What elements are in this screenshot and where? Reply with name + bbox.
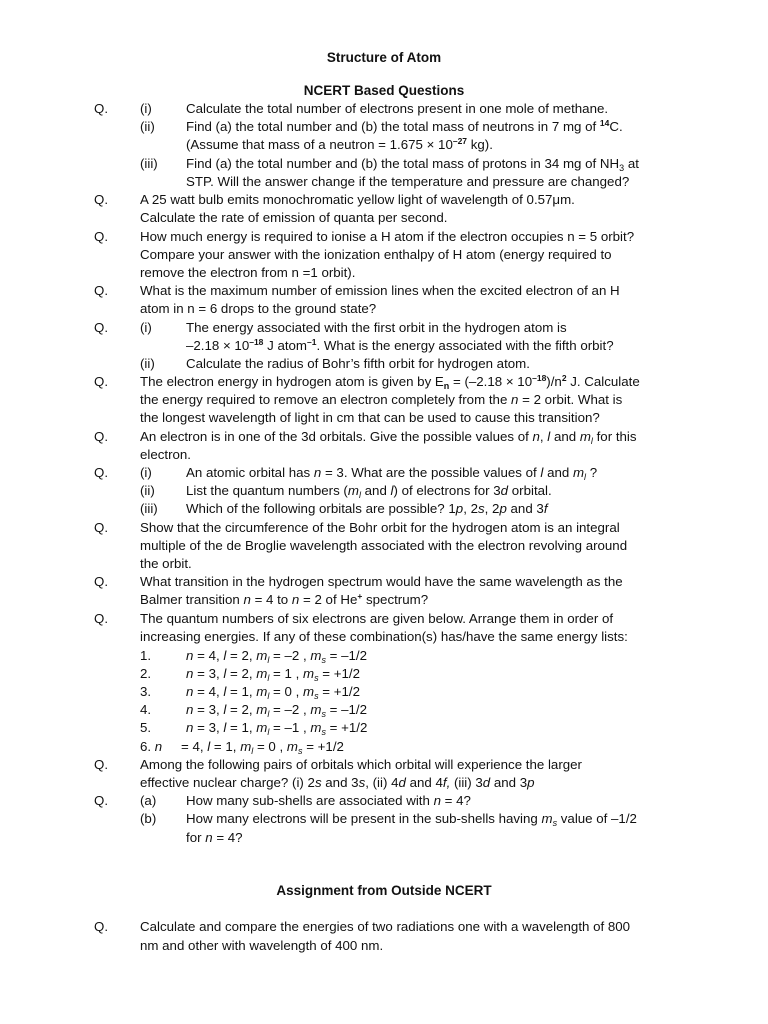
- question-1-part-iii: [0, 155, 768, 173]
- sub-label: (i): [140, 465, 152, 480]
- page-title: Structure of Atom: [326, 50, 442, 65]
- question-text: increasing energies. If any of these combination(s) has/have the same energy lists:: [140, 629, 628, 644]
- question-13-part-b-line2: [0, 829, 768, 847]
- quantum-numbers: n = 4, l = 1, $m_l = 0$ , $m_s = +1/2$: [186, 684, 360, 701]
- question-marker: Q.: [94, 757, 109, 772]
- question-text: remove the electron from n =1 orbit).: [140, 265, 356, 280]
- question-text: Compare your answer with the ionization enthalpy of H atom (energy required to: [140, 247, 612, 262]
- quantum-number-item: [0, 683, 768, 701]
- question-text: Calculate the radius of Bohr’s fifth orbit for hydrogen atom.: [186, 356, 530, 371]
- question-12-line2: [0, 774, 768, 792]
- quantum-numbers: n = 4, l = 2, $m_l = -2$ , $m_s = -1/2$: [186, 648, 368, 665]
- question-text: Show that the circumference of the Bohr orbit for the hydrogen atom is an integral: [140, 520, 620, 535]
- question-marker: Q.: [94, 465, 109, 480]
- question-text: Find (a) the total number and (b) the total mass of protons in 34 mg of $NH_3$ at: [186, 156, 639, 173]
- question-14-line2: [0, 937, 768, 955]
- question-marker: Q.: [94, 101, 109, 116]
- quantum-number-item: [0, 647, 768, 665]
- question-9: [0, 519, 768, 537]
- question-text: (Assume that mass of a neutron = $1.675 \times 10^{-27}$ kg).: [186, 136, 493, 152]
- question-8: [0, 464, 768, 482]
- item-number: 6. n: [140, 739, 163, 754]
- question-text: the orbit.: [140, 556, 192, 571]
- question-text: STP. Will the answer change if the temperature and pressure are changed?: [186, 174, 630, 189]
- question-1-part-iii-line2: [0, 173, 768, 191]
- quantum-number-item: [0, 701, 768, 719]
- question-10-line2: [0, 591, 768, 609]
- question-marker: Q.: [94, 793, 109, 808]
- question-text: Balmer transition n = 4 to n = 2 of He+ spectrum?: [140, 591, 429, 607]
- question-13-part-b: [0, 810, 768, 828]
- question-1-part-ii: [0, 118, 768, 136]
- question-text: How many sub-shells are associated with n = 4?: [186, 793, 471, 808]
- question-14: [0, 918, 768, 936]
- question-3-line3: [0, 264, 768, 282]
- question-marker: Q.: [94, 429, 109, 444]
- question-marker: Q.: [94, 192, 109, 207]
- question-5: [0, 319, 768, 337]
- question-11-line2: [0, 628, 768, 646]
- question-6-line3: [0, 409, 768, 427]
- question-7-line2: [0, 446, 768, 464]
- quantum-number-item: [0, 738, 768, 756]
- question-marker: Q.: [94, 520, 109, 535]
- question-marker: Q.: [94, 283, 109, 298]
- item-number: 3.: [140, 684, 152, 699]
- item-number: 2.: [140, 666, 152, 681]
- question-text: electron.: [140, 447, 191, 462]
- question-text: An electron is in one of the 3d orbitals. Give the possible values of n, l and $m_l$ for this: [140, 429, 637, 446]
- question-5-part-ii: [0, 355, 768, 373]
- question-6-line2: [0, 391, 768, 409]
- section-title-ncert: NCERT Based Questions: [303, 83, 465, 98]
- question-marker: Q.: [94, 229, 109, 244]
- item-number: 4.: [140, 702, 152, 717]
- question-marker: Q.: [94, 374, 109, 389]
- question-text: Calculate and compare the energies of two radiations one with a wavelength of 800: [140, 919, 631, 934]
- question-text: the longest wavelength of light in cm that can be used to cause this transition?: [140, 410, 600, 425]
- quantum-number-item: [0, 719, 768, 737]
- sub-label: (ii): [140, 119, 155, 134]
- quantum-numbers: = 4, l = 1, $m_l = 0$ , $m_s = +1/2$: [181, 739, 344, 756]
- question-text: multiple of the de Broglie wavelength associated with the electron revolving around: [140, 538, 628, 553]
- question-6: [0, 373, 768, 391]
- question-text: What transition in the hydrogen spectrum would have the same wavelength as the: [140, 574, 623, 589]
- question-13: [0, 792, 768, 810]
- question-10: [0, 573, 768, 591]
- question-8-part-iii: [0, 500, 768, 518]
- sub-label: (iii): [140, 156, 158, 171]
- section-title-outside-ncert: Assignment from Outside NCERT: [276, 883, 492, 898]
- question-4-line2: [0, 300, 768, 318]
- sub-label: (a): [140, 793, 157, 808]
- question-text: List the quantum numbers ($m_l$ and l) of electrons for 3d orbital.: [186, 483, 552, 500]
- sub-label: (b): [140, 811, 157, 826]
- question-text: Find (a) the total number and (b) the total mass of neutrons in 7 mg of $^{14}$C.: [186, 118, 623, 134]
- question-text: The quantum numbers of six electrons are given below. Arrange them in order of: [140, 611, 614, 626]
- quantum-number-item: [0, 665, 768, 683]
- question-3: [0, 228, 768, 246]
- question-marker: Q.: [94, 574, 109, 589]
- item-number: 5.: [140, 720, 152, 735]
- question-text: for n = 4?: [186, 830, 243, 845]
- quantum-numbers: n = 3, l = 1, $m_l = -1$ , $m_s = +1/2$: [186, 720, 368, 737]
- question-12: [0, 756, 768, 774]
- question-text: How many electrons will be present in the sub-shells having $m_s$ value of –1/2: [186, 811, 637, 828]
- question-5-part-i-line2: [0, 337, 768, 355]
- question-2: [0, 191, 768, 209]
- sub-label: (ii): [140, 356, 155, 371]
- question-text: What is the maximum number of emission lines when the excited electron of an H: [140, 283, 620, 298]
- question-9-line3: [0, 555, 768, 573]
- question-4: [0, 282, 768, 300]
- quantum-numbers: n = 3, l = 2, $m_l = 1$ , $m_s = +1/2$: [186, 666, 360, 683]
- question-text: Which of the following orbitals are possible? 1p, 2s, 2p and 3f: [186, 501, 548, 516]
- question-text: A 25 watt bulb emits monochromatic yellow light of wavelength of 0.57μm.: [140, 192, 575, 207]
- sub-label: (i): [140, 320, 152, 335]
- question-marker: Q.: [94, 320, 109, 335]
- question-text: nm and other with wavelength of 400 nm.: [140, 938, 384, 953]
- question-11: [0, 610, 768, 628]
- sub-label: (ii): [140, 483, 155, 498]
- item-number: 1.: [140, 648, 152, 663]
- question-text: How much energy is required to ionise a H atom if the electron occupies n = 5 orbit?: [140, 229, 635, 244]
- question-text: the energy required to remove an electron completely from the n = 2 orbit. What is: [140, 392, 623, 407]
- question-8-part-ii: [0, 482, 768, 500]
- sub-label: (iii): [140, 501, 158, 516]
- question-9-line2: [0, 537, 768, 555]
- question-marker: Q.: [94, 919, 109, 934]
- question-7: [0, 428, 768, 446]
- question-1-part-ii-line2: [0, 136, 768, 154]
- question-marker: Q.: [94, 611, 109, 626]
- sub-label: (i): [140, 101, 152, 116]
- question-3-line2: [0, 246, 768, 264]
- question-text: atom in n = 6 drops to the ground state?: [140, 301, 377, 316]
- question-text: Calculate the rate of emission of quanta per second.: [140, 210, 448, 225]
- question-text: An atomic orbital has n = 3. What are the possible values of l and $m_l$ ?: [186, 465, 598, 482]
- question-text: Calculate the total number of electrons present in one mole of methane.: [186, 101, 609, 116]
- question-text: The energy associated with the first orbit in the hydrogen atom is: [186, 320, 567, 335]
- question-text: The electron energy in hydrogen atom is given by $E_n = (-2.18 \times 10^{-18})/n^2$ J. Calculate: [140, 373, 640, 391]
- question-2-line2: [0, 209, 768, 227]
- question-text: Among the following pairs of orbitals which orbital will experience the larger: [140, 757, 582, 772]
- question-text: $-2.18 \times 10^{-18}$ J atom$^{-1}$. What is the energy associated with the fifth orbit?: [186, 337, 614, 353]
- quantum-numbers: n = 3, l = 2, $m_l = -2$ , $m_s = -1/2$: [186, 702, 368, 719]
- question-1: [0, 100, 768, 118]
- question-text: effective nuclear charge? (i) 2s and 3s, (ii) 4d and 4f, (iii) 3d and 3p: [140, 775, 535, 790]
